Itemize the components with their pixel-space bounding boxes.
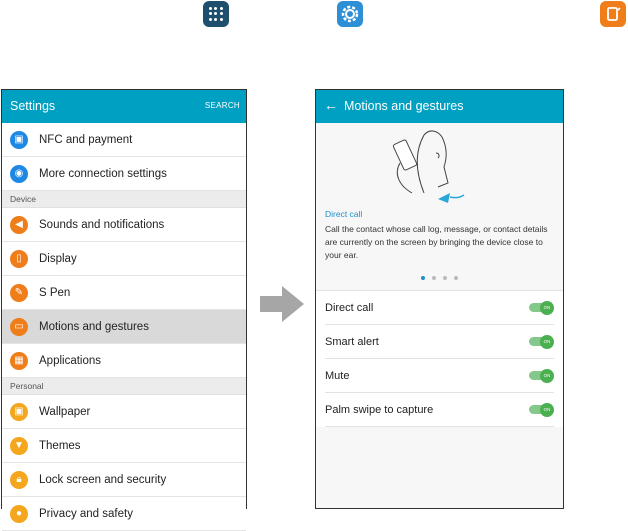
wallpaper-icon: ▣ — [10, 403, 28, 421]
direct-call-switch[interactable] — [529, 303, 551, 312]
settings-item-label: Applications — [39, 354, 102, 367]
feature-description: Call the contact whose call log, message, or contact details are currently on the screen by bringing the device close to your ear. — [325, 224, 548, 260]
smart-alert-switch[interactable] — [529, 337, 551, 346]
nfc-icon: ▣ — [10, 131, 28, 149]
connection-icon: ◉ — [10, 165, 28, 183]
page-dot[interactable] — [443, 276, 447, 280]
feature-title: Direct call — [325, 209, 363, 219]
toggle-label: Mute — [325, 369, 350, 382]
settings-item-privacy[interactable] — [2, 497, 246, 531]
page-title: Motions and gestures — [344, 99, 464, 113]
settings-item-label: Motions and gestures — [39, 320, 149, 333]
page-indicator[interactable] — [316, 276, 563, 280]
settings-item-applications[interactable] — [2, 344, 246, 378]
motions-gestures-screen — [315, 89, 564, 509]
toggle-row-mute[interactable] — [325, 359, 554, 393]
right-arrow-icon — [260, 286, 304, 322]
pen-icon: ✎ — [10, 284, 28, 302]
lock-icon: 🔒︎ — [10, 471, 28, 489]
settings-item-motions[interactable] — [2, 310, 246, 344]
toggle-label: Direct call — [325, 301, 374, 314]
display-icon: ▯ — [10, 250, 28, 268]
motions-icon: ▭ — [10, 318, 28, 336]
switch-knob: ON — [540, 301, 554, 315]
search-button[interactable]: SEARCH — [204, 101, 240, 110]
settings-gear-icon — [337, 1, 363, 27]
settings-item-label: Wallpaper — [39, 405, 91, 418]
toggle-row-direct-call[interactable] — [325, 291, 554, 325]
section-header-personal: Personal — [2, 378, 246, 395]
settings-item-display[interactable] — [2, 242, 246, 276]
switch-knob: ON — [540, 335, 554, 349]
switch-knob: ON — [540, 403, 554, 417]
settings-item-label: S Pen — [39, 286, 71, 299]
themes-icon: ▼ — [10, 437, 28, 455]
toggle-row-palm-swipe[interactable] — [325, 393, 554, 427]
switch-knob: ON — [540, 369, 554, 383]
settings-item-label: Lock screen and security — [39, 473, 167, 486]
applications-icon: ▦ — [10, 352, 28, 370]
settings-item-label: Display — [39, 252, 77, 265]
toggle-label: Smart alert — [325, 335, 379, 348]
motions-gestures-icon — [600, 1, 626, 27]
settings-item-sounds[interactable] — [2, 208, 246, 242]
apps-grid-icon — [203, 1, 229, 27]
settings-item-label: Sounds and notifications — [39, 218, 165, 231]
mute-switch[interactable] — [529, 371, 551, 380]
palm-swipe-switch[interactable] — [529, 405, 551, 414]
settings-item-label: Privacy and safety — [39, 507, 133, 520]
settings-item-label: More connection settings — [39, 167, 167, 180]
settings-screen — [1, 89, 247, 520]
motions-app-bar — [316, 90, 563, 123]
page-dot[interactable] — [454, 276, 458, 280]
settings-item-s-pen[interactable] — [2, 276, 246, 310]
section-header-device: Device — [2, 191, 246, 208]
settings-item-label: NFC and payment — [39, 133, 133, 146]
settings-item-lock-screen[interactable] — [2, 463, 246, 497]
settings-item-nfc[interactable] — [2, 123, 246, 157]
settings-item-wallpaper[interactable] — [2, 395, 246, 429]
direct-call-illustration — [316, 123, 563, 208]
page-dot-active[interactable] — [421, 276, 425, 280]
page-dot[interactable] — [432, 276, 436, 280]
settings-app-bar — [2, 90, 246, 123]
toggle-row-smart-alert[interactable] — [325, 325, 554, 359]
toggle-label: Palm swipe to capture — [325, 403, 434, 416]
settings-item-themes[interactable] — [2, 429, 246, 463]
back-arrow-icon[interactable]: ← — [324, 97, 338, 113]
settings-item-label: Themes — [39, 439, 81, 452]
privacy-icon: ● — [10, 505, 28, 523]
settings-item-more-connection[interactable] — [2, 157, 246, 191]
page-title: Settings — [10, 99, 56, 113]
sound-icon: ◀ — [10, 216, 28, 234]
